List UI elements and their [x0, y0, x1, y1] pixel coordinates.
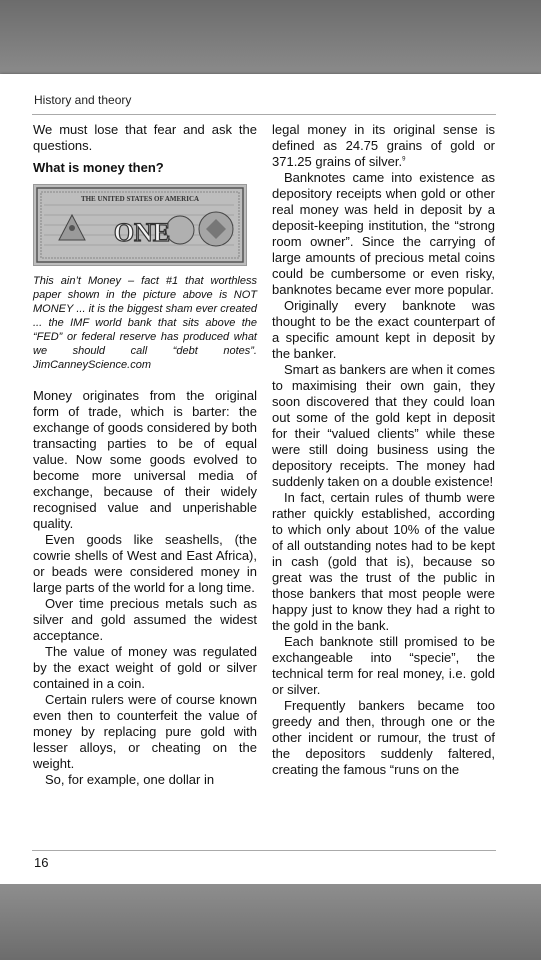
footnote-mark: 9: [402, 156, 406, 163]
body-paragraph: The value of money was regulated by the exact weight of gold or silver contained in a coin.: [33, 644, 257, 691]
section-heading: What is money then?: [33, 160, 164, 175]
page-number: 16: [34, 855, 49, 870]
book-page: [0, 74, 541, 884]
top-bar: [0, 0, 541, 74]
body-paragraph: Over time precious metals such as silver and gold assumed the widest acceptance.: [33, 596, 257, 643]
footer-rule: [32, 850, 496, 851]
bottom-bar: [0, 884, 541, 960]
continued-paragraph: [272, 122, 495, 170]
running-title: History and theory: [34, 93, 132, 107]
banknote-word: ONE: [113, 218, 171, 247]
body-paragraph: In fact, certain rules of thumb were rather quickly established, according to which only about 10% of the value of all outstanding notes had to be kept in cash (gold that is), because so great was the trust of the public in those bankers that most people were happy just to know they had a right to the gold in the bank.: [272, 490, 495, 633]
body-paragraph: Originally every banknote was thought to be the exact counterpart of a specific amount kept in deposit by the banker.: [272, 298, 495, 361]
body-paragraph: Even goods like seashells, (the cowrie shells of West and East Africa), or beads were considered money in large parts of the world for a long time.: [33, 532, 257, 595]
banknote-top-text: THE UNITED STATES OF AMERICA: [80, 195, 200, 203]
body-paragraph: So, for example, one dollar in: [45, 772, 215, 787]
left-column: [33, 122, 257, 788]
caption-text: This ain’t Money – fact #1 that worthless paper shown in the picture above is NOT MONEY ... it is the biggest sham ever created ... the IMF world bank that sits above the “FED” or federal reserve has produced what we should call “debt notes”.: [33, 275, 257, 357]
intro-paragraph: We must lose that fear and ask the questions.: [33, 122, 257, 153]
body-paragraph: Each banknote still promised to be exchangeable into “specie”, the technical term for real money, i.e. gold or silver.: [272, 634, 495, 697]
dollar-bill-image: [33, 184, 247, 266]
right-column: [272, 122, 495, 778]
body-paragraph: Money originates from the original form of trade, which is barter: the exchange of goods considered by both transacting parties to be of equal value. Now some goods evolved to become more universal media of exchange, because of their widely recognised value and unperishable quality.: [33, 388, 257, 531]
caption-source: JimCanneyScience.com: [33, 359, 151, 371]
header-rule: [32, 114, 496, 115]
continued-text: legal money in its original sense is defined as 24.75 grains of gold or 371.25 grains of silver.: [272, 122, 495, 169]
body-paragraph: Certain rulers were of course known even then to counterfeit the value of money by replacing pure gold with lesser alloys, or cheating on the weight.: [33, 692, 257, 771]
body-paragraph: Smart as bankers are when it comes to maximising their own gain, they soon discovered that they could loan out some of the gold kept in deposit for their “valued clients” while these were still doing business using the depository receipts. The money had suddenly taken on a double existence!: [272, 362, 495, 489]
image-caption: [33, 274, 257, 372]
body-paragraph: Banknotes came into existence as depository receipts when gold or other real money was held in deposit by a deposit-keeping institution, the “strong room owner”. Since the carrying of large amounts of precious metal coins could be cumbersome or even risky, banknotes became ever more popular.: [272, 170, 495, 297]
body-paragraph: Frequently bankers became too greedy and then, through one or the other incident or rumour, the trust of the depositors suddenly faltered, creating the famous “runs on the: [272, 698, 495, 777]
